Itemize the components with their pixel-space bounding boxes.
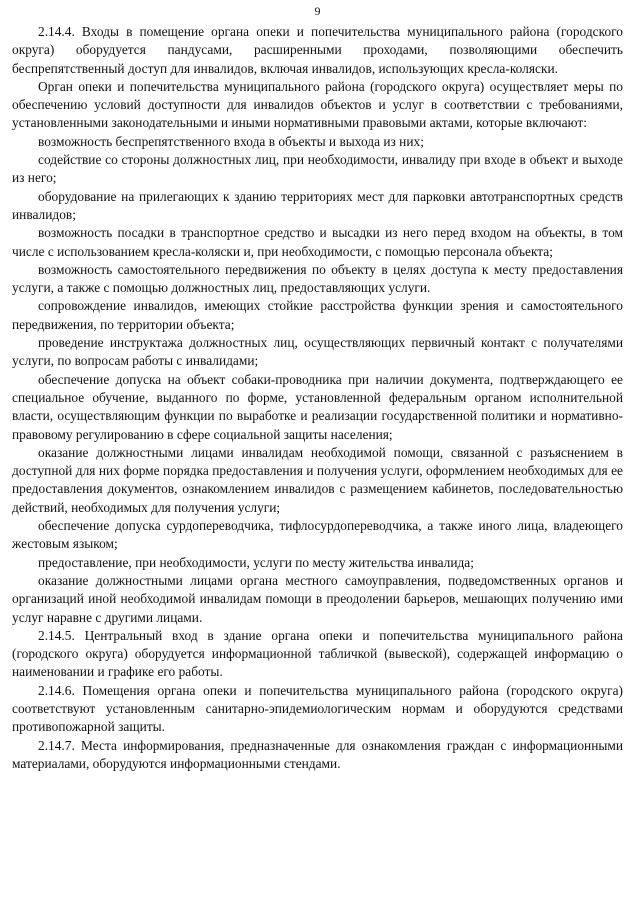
paragraph: 2.14.7. Места информирования, предназначенные для ознакомления граждан с информационными материалами, оборудуются информационными стендами.: [12, 737, 623, 771]
paragraph: содействие со стороны должностных лиц, при необходимости, инвалиду при входе в объект и выходе из него;: [12, 152, 623, 186]
paragraph: возможность посадки в транспортное средство и высадки из него перед входом на объекты, в том числе с использованием кресла-коляски и, при необходимости, с помощью персонала объекта;: [12, 225, 623, 259]
paragraph: 2.14.4. Входы в помещение органа опеки и попечительства муниципального района (городского округа) оборудуется пандусами, расширенными проходами, позволяющими обеспечить беспрепятственный доступ для инвалидов, включая инвалидов, использующих кресла-коляски.: [12, 24, 623, 76]
paragraph: оказание должностными лицами органа местного самоуправления, подведомственных органов и организаций иной необходимой инвалидам помощи в преодолении барьеров, мешающих получению ими услуг наравне с другими лицами.: [12, 572, 623, 625]
paragraph: возможность беспрепятственного входа в объекты и выхода из них;: [38, 133, 424, 149]
paragraph: сопровождение инвалидов, имеющих стойкие расстройства функции зрения и самостоятельного передвижения, по территории объекта;: [12, 298, 623, 332]
document-page: [12, 0, 623, 905]
paragraph: 2.14.6. Помещения органа опеки и попечительства муниципального района (городского округа) соответствуют установленным санитарно-эпидемиологическим нормам и оборудуются средствами противопожарной защиты.: [12, 682, 623, 735]
paragraph: обеспечение допуска сурдопереводчика, тифлосурдопереводчика, а также иного лица, владеющего жестовым языком;: [12, 518, 623, 552]
paragraph: Орган опеки и попечительства муниципального района (городского округа) осуществляет меры по обеспечению условий доступности для инвалидов объектов и услуг в соответствии с требованиями, установленными законодательными и иными нормативными правовыми актами, которые включают:: [12, 78, 623, 131]
paragraph: возможность самостоятельного передвижения по объекту в целях доступа к месту предоставления услуги, а также с помощью должностных лиц, предоставляющих услуги.: [12, 261, 623, 296]
paragraph: оборудование на прилегающих к зданию территориях мест для парковки автотранспортных средств инвалидов;: [12, 188, 623, 222]
paragraph: проведение инструктажа должностных лиц, осуществляющих первичный контакт с получателями услуги, по вопросам работы с инвалидами;: [12, 335, 623, 369]
page-number: 9: [314, 4, 321, 18]
paragraph: оказание должностными лицами инвалидам необходимой помощи, связанной с разъяснением в доступной для них форме порядка предоставления и получения услуги, оформлением необходимых для ее предоставления документов, ознакомлением инвалидов с размещением кабинетов, последовательностью действий, необходимых для получения услуги;: [12, 444, 623, 515]
paragraph: обеспечение допуска на объект собаки-проводника при наличии документа, подтверждающего ее специальное обучение, выданного по форме, установленной федеральным органом исполнительной власти, осуществляющим функции по выработке и реализации государственной политики и нормативно-правовому регулированию в сфере социальной защиты населения;: [12, 371, 623, 442]
paragraph: предоставление, при необходимости, услуги по месту жительства инвалида;: [38, 554, 474, 570]
paragraph: 2.14.5. Центральный вход в здание органа опеки и попечительства муниципального района (городского округа) оборудуется информационной табличкой (вывеской), содержащей информацию о наименовании и графике его работы.: [12, 627, 623, 680]
document-body: [12, 23, 623, 773]
